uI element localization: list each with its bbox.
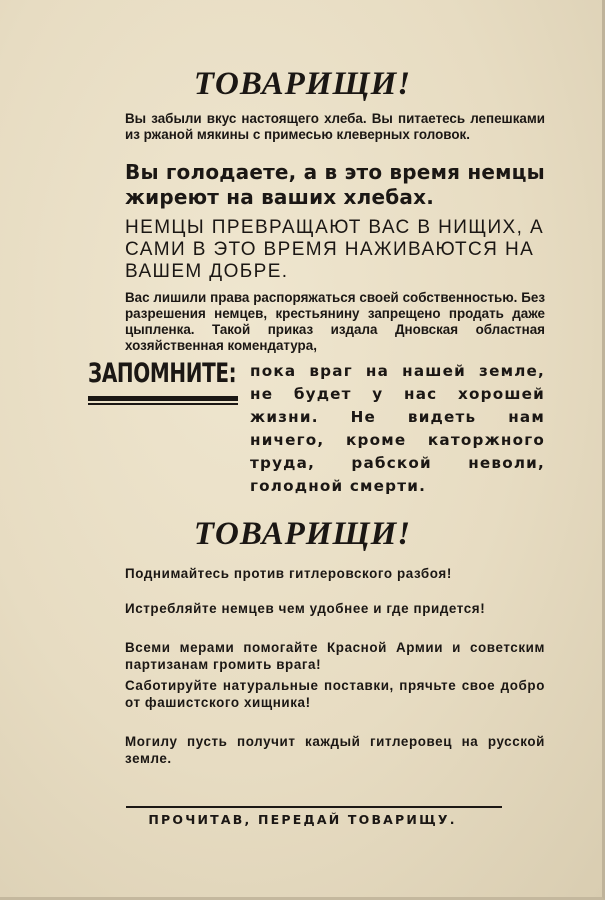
remember-underline-thin xyxy=(88,403,238,405)
call-item: Могилу пусть получит каждый гитлеровец на русской земле. xyxy=(125,734,545,766)
call-item: Саботируйте натуральные поставки, прячьте свое добро от фашистского хищника! xyxy=(125,678,545,710)
leaflet-heading-middle: ТОВАРИЩИ! xyxy=(193,516,412,552)
remember-label: ЗАПОМНИТЕ: xyxy=(88,358,237,389)
remember-slogan: пока враг на нашей земле, не будет у нас хорошей жизни. Не видеть нам ничего, кроме каторжного труда, рабской неволи, голодной смерти. xyxy=(250,362,545,495)
footer-divider xyxy=(126,806,502,808)
footer-text: ПРОЧИТАВ, ПЕРЕДАЙ ТОВАРИЩУ. xyxy=(148,812,457,827)
call-item: Поднимайтесь против гитлеровского разбоя! xyxy=(125,566,452,581)
call-item: Истребляйте немцев чем удобнее и где придется! xyxy=(125,601,486,616)
hunger-statement: Вы голодаете, а в это время немцы жиреют на ваших хлебах. xyxy=(125,160,545,209)
beggars-statement: НЕМЦЫ ПРЕВРАЩАЮТ ВАС В НИЩИХ, А САМИ В ЭТО ВРЕМЯ НАЖИВАЮТСЯ НА ВАШЕМ ДОБРЕ. xyxy=(125,217,545,282)
remember-underline xyxy=(88,396,238,401)
leaflet-heading-top: ТОВАРИЩИ! xyxy=(193,66,412,102)
rights-paragraph: Вас лишили права распоряжаться своей собственностью. Без разрешения немцев, крестьянину запрещено продать даже цыпленка. Такой приказ издала Дновская областная хозяйственная комендатура, xyxy=(125,290,545,353)
intro-paragraph: Вы забыли вкус настоящего хлеба. Вы питаетесь лепешками из ржаной мякины с примесью клеверных головок. xyxy=(125,111,545,142)
call-item: Всеми мерами помогайте Красной Армии и советским партизанам громить врага! xyxy=(125,640,545,672)
